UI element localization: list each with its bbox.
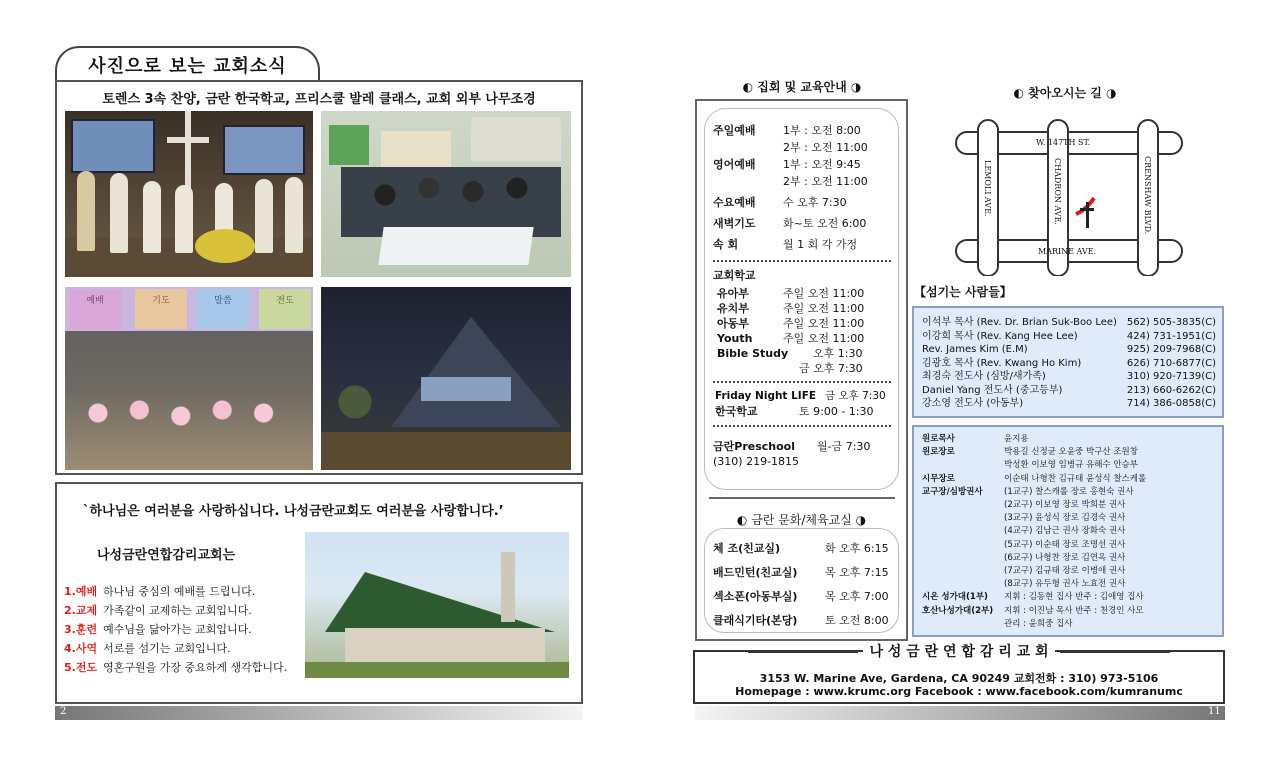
- elder-names: 지휘 : 이진남 목사 반주 : 천경인 사모: [1004, 605, 1144, 616]
- mission-desc: 하나님 중심의 예배를 드립니다.: [103, 585, 256, 598]
- pastor-name: 강소영 전도사 (아동부): [922, 398, 1024, 409]
- pastor-phone: 310) 920-7139(C): [1126, 371, 1216, 382]
- elder-names: (6교구) 나형찬 장로 김연옥 권사: [1004, 552, 1126, 563]
- mission-key: 예배: [75, 585, 98, 598]
- pastor-phone: 925) 209-7968(C): [1126, 344, 1216, 355]
- service-time: 2부 : 오전 11:00: [783, 141, 868, 154]
- servers-title: 【섬기는 사람들】: [914, 285, 1012, 299]
- school-row: [713, 301, 891, 316]
- church-name: 나 성 금 란 연 합 감 리 교 회: [863, 641, 1054, 661]
- culture-list: [713, 537, 899, 633]
- pastor-phone: 562) 505-3835(C): [1126, 317, 1216, 328]
- elder-role: 원로목사: [922, 434, 955, 444]
- elder-names: 지휘 : 김동현 집사 반주 : 김애영 집사: [1004, 592, 1144, 603]
- elder-role: [922, 459, 1004, 472]
- elder-names: 관리 : 윤희중 집사: [1004, 618, 1073, 629]
- mission-box: [55, 482, 583, 704]
- elder-row: [922, 578, 1218, 591]
- schedule-title: ◐ 집회 및 교육안내 ◑: [742, 80, 862, 94]
- culture-time: 목 오후 7:00: [825, 590, 889, 603]
- elder-role: [922, 525, 1004, 538]
- elder-role: [922, 565, 1004, 578]
- preschool-time: 월-금 7:30: [817, 440, 871, 453]
- mission-item: [64, 620, 287, 639]
- korean-school-name: 한국학교: [715, 405, 758, 418]
- banner-word: 기도: [152, 296, 170, 306]
- love-quote: `하나님은 여러분을 사랑하십니다. 나성금란교회도 여러분을 사랑합니다.’: [83, 504, 504, 519]
- elder-row: [922, 499, 1218, 512]
- pastor-phone: 714) 386-0858(C): [1126, 398, 1216, 409]
- mission-item: [64, 639, 287, 658]
- friday-name: Friday Night LIFE: [715, 390, 817, 402]
- elder-role: 교구장/심방권사: [922, 486, 983, 497]
- elder-role: [922, 552, 1004, 565]
- school-time: 오후 1:30: [813, 347, 863, 360]
- school-title: 교회학교: [713, 269, 756, 282]
- pastor-phone: 626) 710-6877(C): [1126, 357, 1216, 369]
- church-night-photo: [321, 287, 571, 470]
- elder-row: [922, 591, 1218, 604]
- service-time: 화~토 오전 6:00: [783, 217, 867, 230]
- elder-role: [922, 512, 1004, 525]
- school-name: 아동부: [717, 317, 749, 330]
- ballet-photo: [65, 287, 313, 470]
- elder-role: [922, 499, 1004, 512]
- elder-names: 박성환 이보영 임병규 유해수 안승부: [1004, 460, 1138, 471]
- school-name: 유치부: [717, 302, 749, 315]
- mission-item: [64, 582, 287, 601]
- banner-word: 말씀: [214, 296, 232, 306]
- church-web: Homepage : www.krumc.org Facebook : www.facebook.com/kumranumc: [735, 685, 1183, 698]
- service-time: 1부 : 오전 8:00: [783, 124, 861, 137]
- elder-names: 박용길 신정균 오윤중 박구산 조원창: [1004, 447, 1138, 458]
- banner-prayer: [69, 289, 121, 329]
- culture-row: [713, 609, 899, 633]
- church-marker-icon: [1076, 198, 1094, 228]
- elder-names: (3교구) 윤성식 장로 김경숙 권사: [1004, 513, 1126, 524]
- elder-role: [922, 539, 1004, 552]
- map-title: ◐ 찾아오시는 길 ◑: [1013, 86, 1117, 100]
- service-time: 월 1 회 각 가정: [783, 238, 858, 251]
- street-bottom: MARINE AVE.: [1038, 247, 1097, 256]
- pastor-row: [922, 343, 1216, 357]
- culture-name: 체 조(친교실): [713, 542, 781, 555]
- elder-names: (8교구) 유두형 권사 노효전 권사: [1004, 579, 1126, 590]
- service-row: [713, 140, 891, 155]
- elder-names: (5교구) 이순태 장로 조명선 권사: [1004, 539, 1126, 550]
- pastor-row: [922, 316, 1216, 330]
- preschool-name: 금란Preschool: [713, 440, 795, 453]
- street-mid: CHADRON AVE.: [1053, 158, 1062, 225]
- culture-title: ◐ 금란 문화/체육교실 ◑: [736, 513, 867, 527]
- mission-num: 5.: [64, 661, 76, 674]
- service-row: [713, 237, 891, 252]
- service-name: 수요예배: [713, 196, 756, 209]
- page-number-left: 2: [60, 706, 67, 717]
- school-time: 주일 오전 11:00: [783, 317, 865, 330]
- mission-key: 전도: [75, 661, 98, 674]
- school-name: Youth: [717, 332, 753, 345]
- korean-school-time: 토 9:00 - 1:30: [799, 405, 874, 418]
- pastor-row: [922, 397, 1216, 411]
- mission-list: [64, 582, 287, 677]
- directions-map: [950, 116, 1190, 276]
- page-number-right: 11: [1208, 706, 1221, 717]
- pastor-name: 이석부 목사 (Rev. Dr. Brian Suk-Boo Lee): [922, 317, 1117, 328]
- elder-row: [922, 539, 1218, 552]
- mission-desc: 가족같이 교제하는 교회입니다.: [103, 604, 252, 617]
- culture-time: 화 오후 6:15: [825, 542, 889, 555]
- elder-row: [922, 552, 1218, 565]
- elder-names: (7교구) 김규태 장로 이병애 권사: [1004, 566, 1126, 577]
- culture-name: 클래식기타(본당): [713, 614, 798, 627]
- section-tab: [55, 46, 320, 82]
- elder-row: [922, 473, 1218, 486]
- service-row: [713, 195, 891, 210]
- school-row: [713, 331, 891, 346]
- service-name: 주일예배: [713, 124, 756, 137]
- pastors-panel: [912, 306, 1224, 418]
- pastor-row: [922, 330, 1216, 344]
- mission-key: 훈련: [75, 623, 98, 636]
- elder-role: 시무장로: [922, 473, 955, 484]
- pastor-phone: 213) 660-6262(C): [1126, 384, 1216, 396]
- mission-num: 2.: [64, 604, 76, 617]
- elder-role: [922, 578, 1004, 591]
- korean-school-row: [713, 404, 891, 419]
- service-name: 영어예배: [713, 158, 756, 171]
- elder-row: [922, 618, 1218, 631]
- mission-item: [64, 601, 287, 620]
- service-time: 수 오후 7:30: [783, 196, 847, 209]
- pastor-row: [922, 357, 1216, 371]
- banner-word-box: [259, 289, 311, 329]
- school-name: 유아부: [717, 287, 749, 300]
- pastor-name: 최경숙 전도사 (심방/새가족): [922, 371, 1046, 382]
- elder-names: 이순태 나형찬 김규태 윤성식 찰스케롤: [1004, 473, 1147, 484]
- elder-row: [922, 486, 1218, 499]
- banner-word: 전도: [276, 296, 294, 306]
- service-name: 새벽기도: [713, 217, 756, 230]
- culture-time: 목 오후 7:15: [825, 566, 889, 579]
- service-row: [713, 157, 891, 172]
- elder-names: (2교구) 이보영 장로 박희분 권사: [1004, 500, 1126, 511]
- left-footer-bar: [55, 706, 583, 720]
- mission-desc: 영혼구원을 가장 중요하게 생각합니다.: [103, 661, 288, 674]
- service-name: [713, 140, 783, 155]
- pastor-name: 김광호 목사 (Rev. Kwang Ho Kim): [922, 357, 1082, 369]
- mission-key: 사역: [75, 642, 98, 655]
- mission-item: [64, 658, 287, 677]
- photo-news-box: [55, 80, 583, 475]
- elder-names: (1교구) 찰스캐롤 장로 홍현숙 권사: [1004, 486, 1134, 497]
- mission-num: 3.: [64, 623, 76, 636]
- korean-school-photo: [321, 111, 571, 277]
- church-address: 3153 W. Marine Ave, Gardena, CA 90249 교회전화 : 310) 973-5106: [759, 672, 1159, 685]
- mission-desc: 예수님을 닮아가는 교회입니다.: [103, 623, 252, 636]
- section-tab-label: 사진으로 보는 교회소식: [88, 56, 287, 77]
- school-row: [713, 346, 891, 361]
- church-name-title: [695, 641, 1223, 661]
- banner-word: 예배: [86, 296, 104, 306]
- school-time: 주일 오전 11:00: [783, 287, 865, 300]
- elder-role: 원로장로: [922, 447, 955, 458]
- elder-row: [922, 459, 1218, 472]
- street-left: LEMOLI AVE.: [983, 160, 992, 217]
- church-info-box: [693, 644, 1225, 704]
- street-right: CRENSHAW BLVD.: [1143, 156, 1152, 235]
- culture-row: [713, 537, 899, 561]
- elder-row: [922, 512, 1218, 525]
- pastor-name: Daniel Yang 전도사 (중고등부): [922, 384, 1063, 396]
- pastor-row: [922, 384, 1216, 398]
- pastor-name: Rev. James Kim (E.M): [922, 344, 1028, 355]
- elder-row: [922, 446, 1218, 459]
- service-time: 2부 : 오전 11:00: [783, 175, 868, 188]
- friday-row: [713, 389, 891, 404]
- banner-word-box: [197, 289, 249, 329]
- right-footer-bar: [695, 706, 1225, 720]
- school-time: 주일 오전 11:00: [783, 332, 865, 345]
- choir-photo: [65, 111, 313, 277]
- school-row: [713, 316, 891, 331]
- culture-name: 섹소폰(아동부실): [713, 590, 798, 603]
- elder-row: [922, 565, 1218, 578]
- school-time: 주일 오전 11:00: [783, 302, 865, 315]
- elder-role: 시온 성가대(1부): [922, 592, 988, 603]
- preschool-phone: (310) 219-1815: [713, 455, 800, 468]
- school-name: [717, 361, 799, 376]
- elder-row: [922, 525, 1218, 538]
- school-time: 금 오후 7:30: [799, 362, 863, 375]
- elders-panel: [912, 425, 1224, 637]
- preschool-row: [713, 439, 891, 454]
- church-day-photo: [305, 532, 569, 678]
- banner-word-box: [135, 289, 187, 329]
- mission-desc: 서로를 섬기는 교회입니다.: [103, 642, 231, 655]
- culture-row: [713, 561, 899, 585]
- school-name: Bible Study: [717, 347, 789, 360]
- mission-num: 4.: [64, 642, 76, 655]
- photo-caption: 토렌스 3속 찬양, 금란 한국학교, 프리스쿨 발레 클래스, 교회 외부 나무조경: [102, 92, 536, 107]
- service-name: [713, 174, 783, 189]
- church-heading: 나성금란연합감리교회는: [97, 548, 236, 563]
- elder-row: [922, 605, 1218, 618]
- school-row: [713, 361, 891, 376]
- service-time: 1부 : 오전 9:45: [783, 158, 861, 171]
- mission-key: 교제: [75, 604, 98, 617]
- culture-name: 배드민턴(친교실): [713, 566, 798, 579]
- elder-row: [922, 433, 1218, 446]
- schedule-panel: [695, 99, 908, 641]
- services-list: [713, 123, 891, 469]
- culture-row: [713, 585, 899, 609]
- service-row: [713, 123, 891, 138]
- elder-role: [922, 618, 1004, 631]
- pastor-name: 이강희 목사 (Rev. Kang Hee Lee): [922, 330, 1078, 342]
- service-row: [713, 174, 891, 189]
- service-row: [713, 216, 891, 231]
- pastor-row: [922, 370, 1216, 384]
- mission-num: 1.: [64, 585, 76, 598]
- street-top: W. 147TH ST.: [1036, 138, 1091, 147]
- service-name: 속 회: [713, 238, 739, 251]
- elder-role: 호산나성가대(2부): [922, 605, 994, 616]
- friday-time: 금 오후 7:30: [825, 390, 886, 402]
- elder-names: 윤지용: [1004, 434, 1029, 444]
- school-row: [713, 286, 891, 301]
- pastor-phone: 424) 731-1951(C): [1126, 330, 1216, 342]
- elder-names: (4교구) 김남근 권사 장화숙 권사: [1004, 526, 1126, 537]
- culture-time: 토 오전 8:00: [825, 614, 889, 627]
